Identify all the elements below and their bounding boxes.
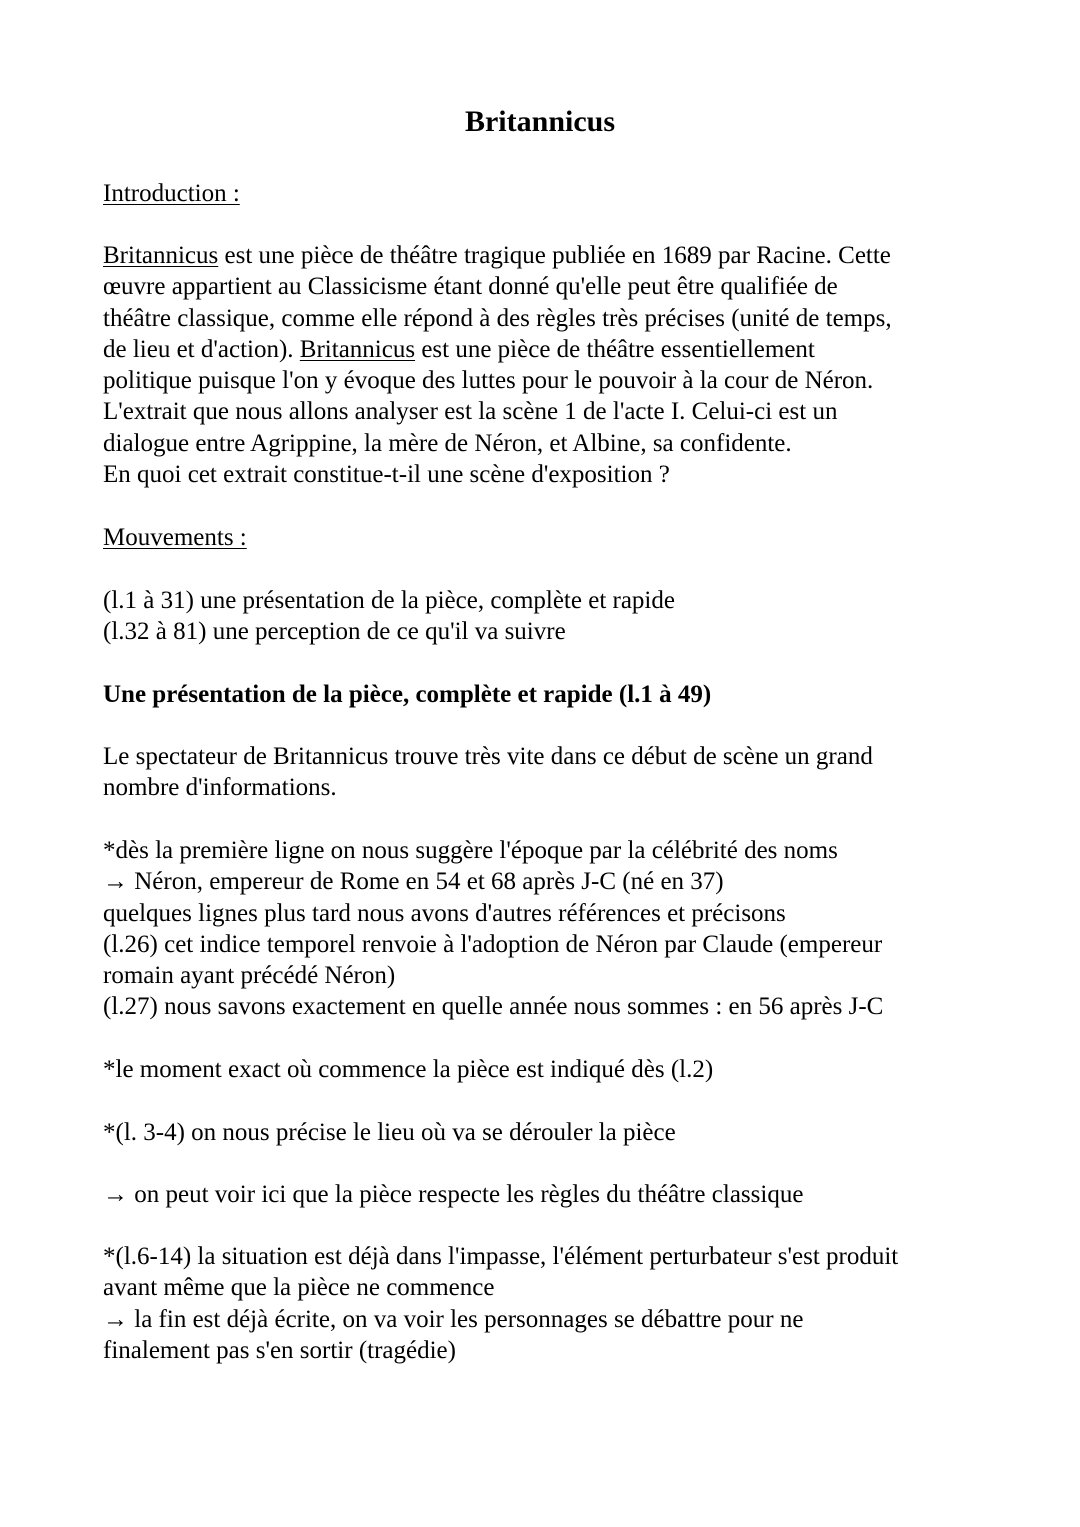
paragraph-6 <box>103 1241 1003 1366</box>
paragraph-3: *le moment exact où commence la pièce est indiqué dès (l.2) <box>103 1056 714 1083</box>
section-heading: Une présentation de la pièce, complète et rapide (l.1 à 49) <box>103 681 712 708</box>
paragraph-2-line-5: romain ayant précédé Néron) <box>103 962 396 990</box>
intro-problematic: En quoi cet extrait constitue-t-il une scène d'exposition ? <box>103 461 670 489</box>
paragraph-2 <box>103 835 1003 1023</box>
intro-line-7: dialogue entre Agrippine, la mère de Néron, et Albine, sa confidente. <box>103 429 792 457</box>
page-title: Britannicus <box>464 105 616 138</box>
intro-line-2: œuvre appartient au Classicisme étant donné qu'elle peut être qualifiée de <box>103 273 838 301</box>
intro-line-4-pre: de lieu et d'action). <box>103 335 300 363</box>
paragraph-6-line-1: *(l.6-14) la situation est déjà dans l'impasse, l'élément perturbateur s'est produit <box>103 1243 899 1270</box>
introduction-heading-text: Introduction : <box>103 180 240 207</box>
intro-line-1 <box>103 240 1003 271</box>
paragraph-2-line-6: (l.27) nous savons exactement en quelle année nous sommes : en 56 après J-C <box>103 993 884 1021</box>
paragraph-5: → on peut voir ici que la pièce respecte les règles du théâtre classique <box>103 1181 804 1208</box>
introduction-paragraph <box>103 240 1003 490</box>
paragraph-2-line-2: → Néron, empereur de Rome en 54 et 68 après J-C (né en 37) <box>103 868 724 896</box>
paragraph-6-line-2: avant même que la pièce ne commence <box>103 1274 495 1302</box>
movements-list <box>103 585 1003 648</box>
intro-line-4-rest: est une pièce de théâtre essentiellement <box>415 335 815 363</box>
paragraph-2-line-4: (l.26) cet indice temporel renvoie à l'adoption de Néron par Claude (empereur <box>103 930 883 958</box>
paragraph-6-line-4: finalement pas s'en sortir (tragédie) <box>103 1336 456 1364</box>
paragraph-4: *(l. 3-4) on nous précise le lieu où va se dérouler la pièce <box>103 1119 676 1146</box>
paragraph-1-line-2: nombre d'informations. <box>103 774 337 802</box>
paragraph-2-line-1: *dès la première ligne on nous suggère l'époque par la célébrité des noms <box>103 837 838 864</box>
movement-item-2: (l.32 à 81) une perception de ce qu'il va suivre <box>103 618 566 646</box>
paragraph-1-line-1: Le spectateur de Britannicus trouve très vite dans ce début de scène un grand <box>103 743 873 770</box>
paragraph-1 <box>103 741 1003 804</box>
intro-work-title-2: Britannicus <box>299 335 416 363</box>
introduction-heading <box>103 178 1003 209</box>
intro-line-1-text: est une pièce de théâtre tragique publiée en 1689 par Racine. Cette <box>218 242 891 269</box>
movements-heading <box>103 522 1003 553</box>
intro-line-4 <box>103 334 1003 365</box>
intro-work-title: Britannicus <box>103 242 219 269</box>
movement-item-1: (l.1 à 31) une présentation de la pièce, complète et rapide <box>103 587 675 614</box>
intro-line-5: politique puisque l'on y évoque des luttes pour le pouvoir à la cour de Néron. <box>103 367 874 395</box>
paragraph-2-line-3: quelques lignes plus tard nous avons d'autres références et précisons <box>103 899 786 927</box>
intro-line-6: L'extrait que nous allons analyser est la scène 1 de l'acte I. Celui-ci est un <box>103 398 838 426</box>
intro-line-3: théâtre classique, comme elle répond à des règles très précises (unité de temps, <box>103 304 892 332</box>
movements-heading-text: Mouvements : <box>103 524 247 551</box>
paragraph-6-line-3: → la fin est déjà écrite, on va voir les personnages se débattre pour ne <box>103 1305 804 1333</box>
